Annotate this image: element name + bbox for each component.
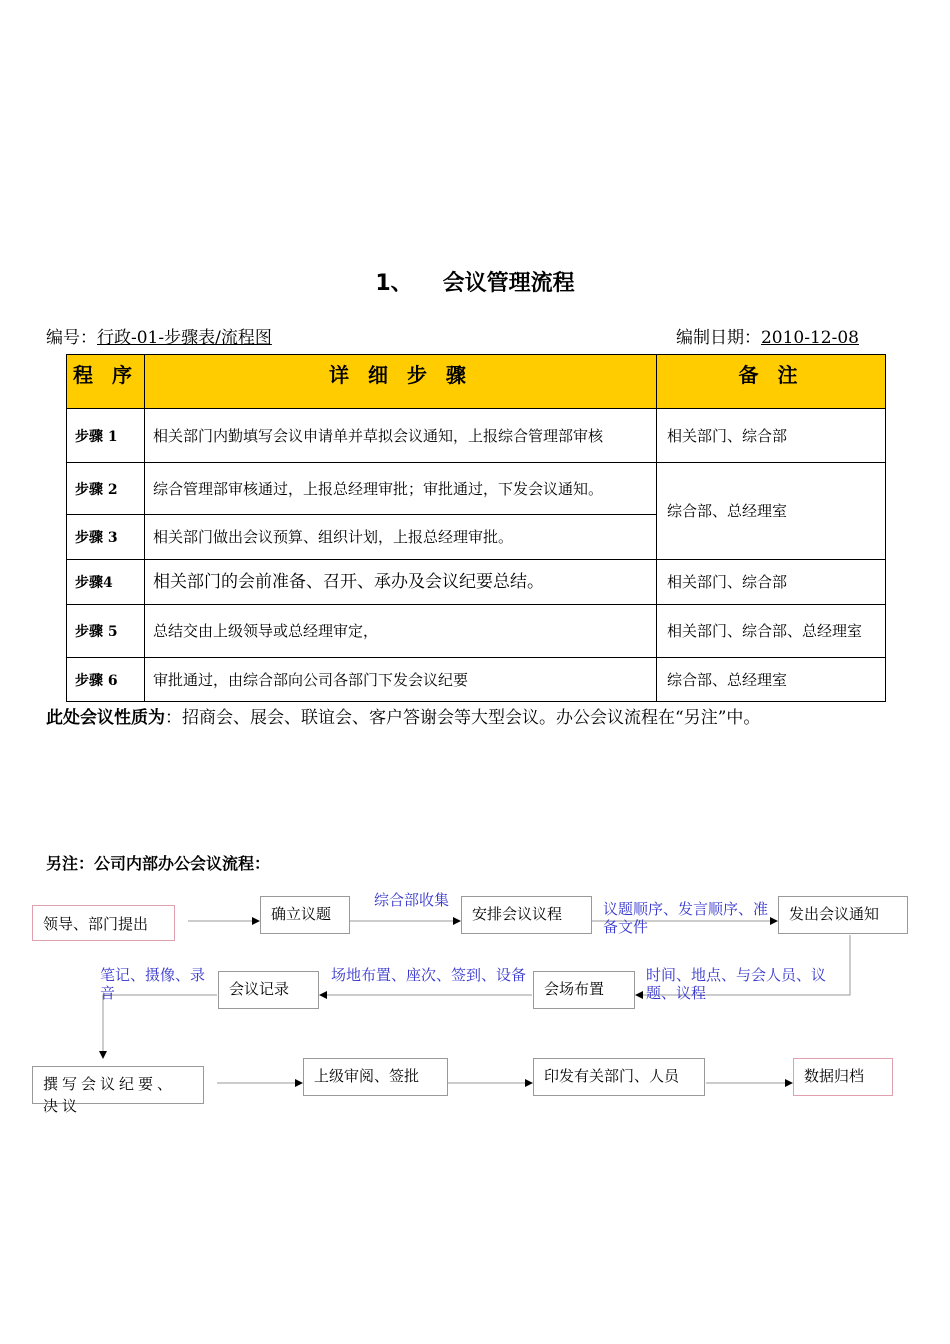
flow-title: 另注：公司内部办公会议流程： — [46, 854, 271, 873]
arrow-b6-b7 — [103, 995, 217, 1058]
step-note: 相关部门、综合部、总经理室 — [657, 605, 886, 658]
step-detail: 综合管理部审核通过，上报总经理审批；审批通过，下发会议通知。 — [145, 463, 657, 515]
flow-box-notice: 发出会议通知 — [778, 896, 908, 934]
flow-box-proposal: 领导、部门提出 — [32, 905, 175, 941]
doc-date-label: 编制日期： — [675, 328, 761, 348]
flow-box-venue: 会场布置 — [533, 971, 635, 1009]
step-detail: 相关部门内勤填写会议申请单并草拟会议通知，上报综合管理部审核 — [145, 409, 657, 463]
header-procedure: 程 序 — [67, 355, 145, 409]
nature-label: 此处会议性质为 — [46, 708, 165, 728]
step-label: 步骤4 — [67, 560, 145, 605]
flow-label-order: 议题顺序、发言顺序、准备文件 — [603, 900, 769, 936]
step-detail: 审批通过，由综合部向公司各部门下发会议纪要 — [145, 658, 657, 702]
flow-box-distribute: 印发有关部门、人员 — [533, 1058, 705, 1096]
header-note: 备 注 — [657, 355, 886, 409]
flow-box-minutes: 撰写会议纪要、决议 — [32, 1066, 204, 1104]
doc-code-label: 编号： — [46, 328, 97, 348]
step-note: 相关部门、综合部 — [657, 409, 886, 463]
step-label: 步骤 1 — [67, 409, 145, 463]
title-number: 1、 — [375, 271, 413, 296]
step-label: 步骤 6 — [67, 658, 145, 702]
step-note: 相关部门、综合部 — [657, 560, 886, 605]
step-detail: 相关部门的会前准备、召开、承办及会议纪要总结。 — [145, 560, 657, 605]
step-detail: 总结交由上级领导或总经理审定， — [145, 605, 657, 658]
flow-box-review: 上级审阅、签批 — [303, 1058, 448, 1096]
flow-box-agenda: 安排会议议程 — [461, 896, 592, 934]
doc-code-value: 行政-01-步骤表/流程图 — [97, 328, 272, 348]
nature-text: ：招商会、展会、联谊会、客户答谢会等大型会议。办公会议流程在“另注”中。 — [165, 708, 761, 728]
flow-label-notes: 笔记、摄像、录音 — [100, 966, 206, 1002]
step-label: 步骤 2 — [67, 463, 145, 515]
flow-label-collect: 综合部收集 — [374, 891, 450, 909]
flow-label-layout: 场地布置、座次、签到、设备 — [331, 966, 527, 984]
flow-label-time: 时间、地点、与会人员、议题、议程 — [646, 966, 827, 1002]
step-detail: 相关部门做出会议预算、组织计划，上报总经理审批。 — [145, 515, 657, 560]
flow-box-record: 会议记录 — [218, 971, 319, 1009]
flow-box-archive: 数据归档 — [793, 1058, 893, 1096]
doc-date-value: 2010-12-08 — [760, 328, 859, 348]
step-note: 综合部、总经理室 — [657, 658, 886, 702]
step-note: 综合部、总经理室 — [657, 463, 886, 560]
flow-box-topic: 确立议题 — [260, 896, 350, 934]
header-detail: 详 细 步 骤 — [145, 355, 657, 409]
title-text: 会议管理流程 — [442, 271, 575, 296]
step-label: 步骤 5 — [67, 605, 145, 658]
step-label: 步骤 3 — [67, 515, 145, 560]
